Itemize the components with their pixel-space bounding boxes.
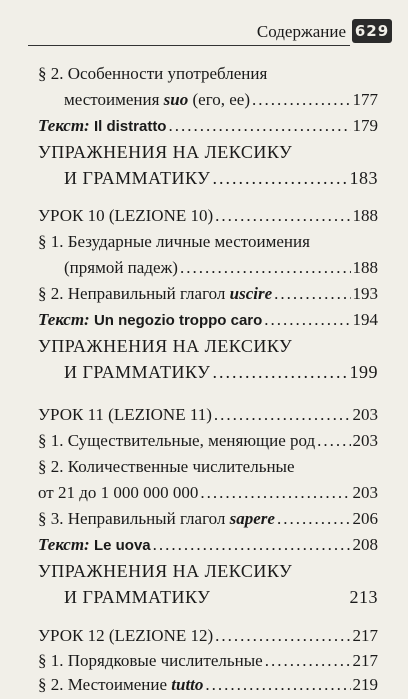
toc-line	[0, 333, 408, 359]
header-title: Содержание	[256, 22, 346, 41]
toc-page: 177	[352, 90, 378, 109]
toc-entry	[0, 672, 408, 698]
toc-entry	[0, 281, 408, 307]
section-heading: И ГРАММАТИКУ	[64, 587, 211, 607]
toc-line	[0, 139, 408, 165]
toc-entry	[0, 255, 408, 281]
toc-text: § 2. Количественные числительные	[38, 457, 295, 476]
lesson-title: УРОК 10 (LEZIONE 10)	[38, 206, 214, 225]
toc-line	[0, 558, 408, 584]
toc-title: § 1. Порядковые числительные	[38, 651, 263, 670]
toc-entry	[0, 428, 408, 454]
page-number-badge: 629	[352, 19, 392, 43]
toc-line	[0, 61, 408, 87]
leader-dots	[168, 113, 350, 139]
toc-page: 203	[352, 483, 378, 502]
toc-page: 188	[352, 206, 378, 225]
toc-page: 194	[352, 310, 378, 329]
leader-dots	[212, 359, 347, 385]
toc-entry	[0, 113, 408, 139]
toc-line	[0, 229, 408, 255]
toc-page: 193	[352, 284, 378, 303]
toc-entry	[0, 532, 408, 558]
toc-page: 199	[349, 362, 378, 382]
leader-dots	[215, 623, 350, 649]
toc-title: Текст: Il distratto	[38, 116, 167, 135]
toc-entry	[0, 203, 408, 229]
leader-dots	[317, 428, 350, 454]
page-header	[0, 0, 408, 48]
toc-line	[0, 454, 408, 480]
toc-entry	[0, 623, 408, 649]
toc-entry	[0, 584, 408, 610]
toc-text: § 2. Особенности употребления	[38, 64, 268, 83]
section-heading: УПРАЖНЕНИЯ НА ЛЕКСИКУ	[38, 561, 293, 581]
leader-dots	[180, 255, 351, 281]
toc-page: 206	[352, 509, 378, 528]
toc-title: от 21 до 1 000 000 000	[38, 483, 199, 502]
toc-entry	[0, 506, 408, 532]
toc-title: § 2. Местоимение tutto	[38, 675, 204, 694]
toc-page: 213	[349, 587, 378, 607]
section-heading: И ГРАММАТИКУ	[64, 168, 211, 188]
header-rule	[28, 45, 350, 46]
toc-entry	[0, 402, 408, 428]
toc-page: 203	[352, 405, 378, 424]
toc-page: 217	[352, 651, 378, 670]
lesson-title: УРОК 11 (LEZIONE 11)	[38, 405, 212, 424]
toc-entry	[0, 359, 408, 385]
toc-page: 219	[352, 675, 378, 694]
toc-page: 183	[349, 168, 378, 188]
toc-entry	[0, 648, 408, 674]
toc-text: § 1. Безударные личные местоимения	[38, 232, 310, 251]
leader-dots	[214, 402, 351, 428]
toc-title: Текст: Un negozio troppo caro	[38, 310, 263, 329]
section-heading: И ГРАММАТИКУ	[64, 362, 211, 382]
leader-dots	[265, 648, 351, 674]
toc-page: 208	[352, 535, 378, 554]
toc-entry	[0, 480, 408, 506]
lesson-title: УРОК 12 (LEZIONE 12)	[38, 626, 214, 645]
leader-dots	[212, 165, 347, 191]
leader-dots	[264, 307, 350, 333]
leader-dots	[153, 532, 351, 558]
leader-dots	[274, 281, 350, 307]
toc-entry	[0, 165, 408, 191]
toc-page: 217	[352, 626, 378, 645]
section-heading: УПРАЖНЕНИЯ НА ЛЕКСИКУ	[38, 142, 293, 162]
toc-title: § 3. Неправильный глагол sapere	[38, 509, 275, 528]
leader-dots	[200, 480, 350, 506]
leader-dots	[215, 203, 350, 229]
toc-entry	[0, 307, 408, 333]
section-heading: УПРАЖНЕНИЯ НА ЛЕКСИКУ	[38, 336, 293, 356]
toc-page: 188	[352, 258, 378, 277]
leader-dots	[252, 87, 351, 113]
leader-dots	[205, 672, 350, 698]
toc-page: 203	[352, 431, 378, 450]
toc-entry	[0, 87, 408, 113]
toc-title: § 1. Существительные, меняющие род	[38, 431, 316, 450]
toc-title: (прямой падеж)	[64, 258, 178, 277]
toc-page: 179	[352, 116, 378, 135]
toc-title: § 2. Неправильный глагол uscire	[38, 284, 273, 303]
toc-title: местоимения suo (его, ее)	[64, 90, 250, 109]
toc-title: Текст: Le uova	[38, 535, 151, 554]
leader-dots	[277, 506, 351, 532]
